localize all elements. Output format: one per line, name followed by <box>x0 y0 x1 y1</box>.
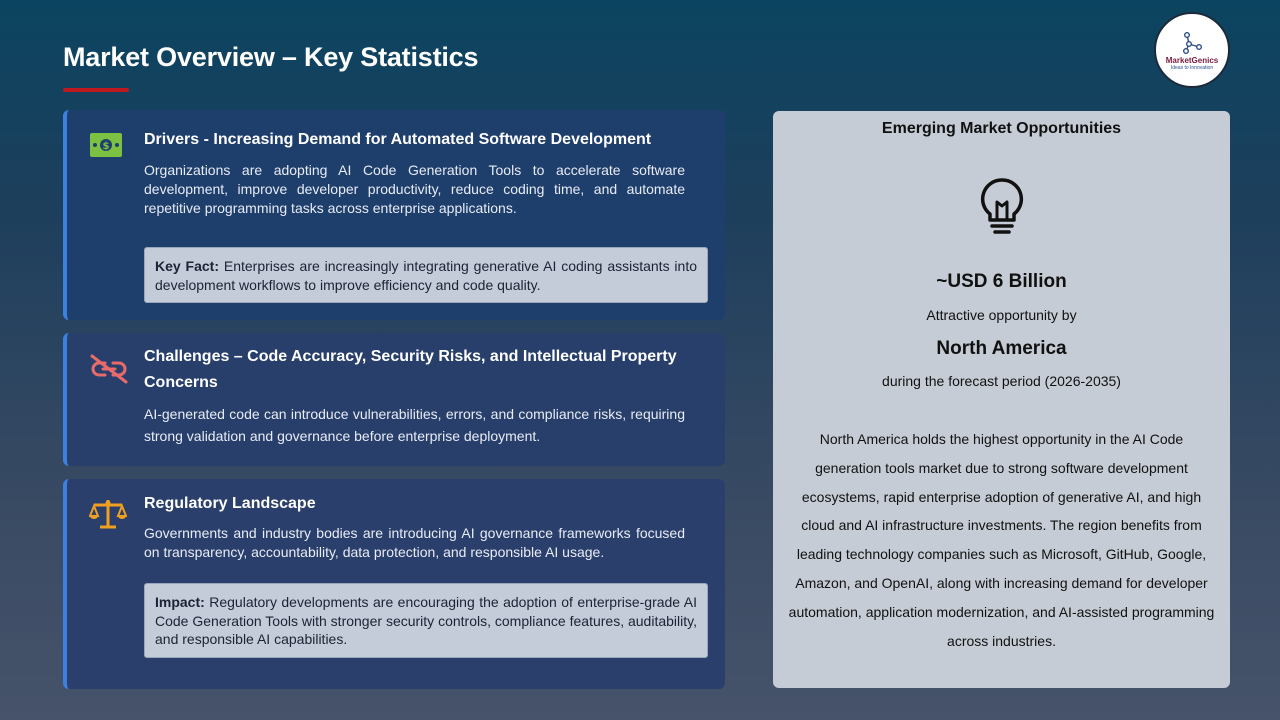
money-bill-icon <box>89 132 123 158</box>
logo-tagline: Ideas to Innovation <box>1170 65 1214 71</box>
key-fact-box <box>144 247 708 303</box>
regulatory-body: Governments and industry bodies are introducing AI governance frameworks focused on transparency, accountability, data protection, and responsible AI usage. <box>144 525 685 560</box>
network-nodes-icon <box>1180 31 1204 55</box>
challenges-card <box>63 333 725 466</box>
key-fact-text: Enterprises are increasingly integrating generative AI coding assistants into development workflows to improve efficiency and code quality. <box>155 258 698 293</box>
company-logo <box>1154 12 1230 88</box>
opportunity-region: North America <box>936 338 1067 359</box>
opportunity-value: ~USD 6 Billion <box>936 271 1067 292</box>
opportunity-panel <box>773 111 1230 688</box>
title-underline <box>63 88 129 92</box>
regulatory-card <box>63 479 725 689</box>
scales-icon <box>89 498 127 530</box>
regulatory-heading: Regulatory Landscape <box>144 495 316 512</box>
svg-text:$: $ <box>102 141 110 152</box>
opportunity-description: North America holds the highest opportunity in the AI Code generation tools market due to strong software development ecosystems, rapid enterprise adoption of generative AI, and high cloud and AI infrastructure investments. The region benefits from leading technology companies such as Microsoft, GitHub, Google, Amazon, and OpenAI, along with increasing demand for developer automation, application modernization, and AI-assisted programming across industries. <box>788 431 1215 649</box>
drivers-heading: Drivers - Increasing Demand for Automated Software Development <box>144 131 652 148</box>
forecast-period: during the forecast period (2026-2035) <box>882 373 1121 389</box>
opportunity-subtitle: Attractive opportunity by <box>926 307 1077 323</box>
impact-box <box>144 583 708 658</box>
lightbulb-icon <box>979 177 1025 235</box>
key-fact-label: Key Fact: <box>155 258 219 274</box>
logo-name: MarketGenics <box>1165 56 1219 65</box>
opportunity-title: Emerging Market Opportunities <box>881 120 1122 137</box>
impact-label: Impact: <box>155 594 205 610</box>
page-title: Market Overview – Key Statistics <box>63 42 479 72</box>
broken-link-icon <box>89 353 129 385</box>
drivers-body: Organizations are adopting AI Code Generation Tools to accelerate software development, improve developer productivity, reduce coding time, and automate repetitive programming tasks across enterprise applications. <box>144 162 685 216</box>
challenges-body: AI-generated code can introduce vulnerabilities, errors, and compliance risks, requiring strong validation and governance before enterprise deployment. <box>144 406 685 444</box>
drivers-card <box>63 110 725 320</box>
challenges-heading: Challenges – Code Accuracy, Security Risks, and Intellectual Property Concerns <box>144 348 677 391</box>
impact-text: Regulatory developments are encouraging the adoption of enterprise-grade AI Code Generation Tools with stronger security controls, compliance features, auditability, and responsible AI capabilities. <box>155 594 697 647</box>
